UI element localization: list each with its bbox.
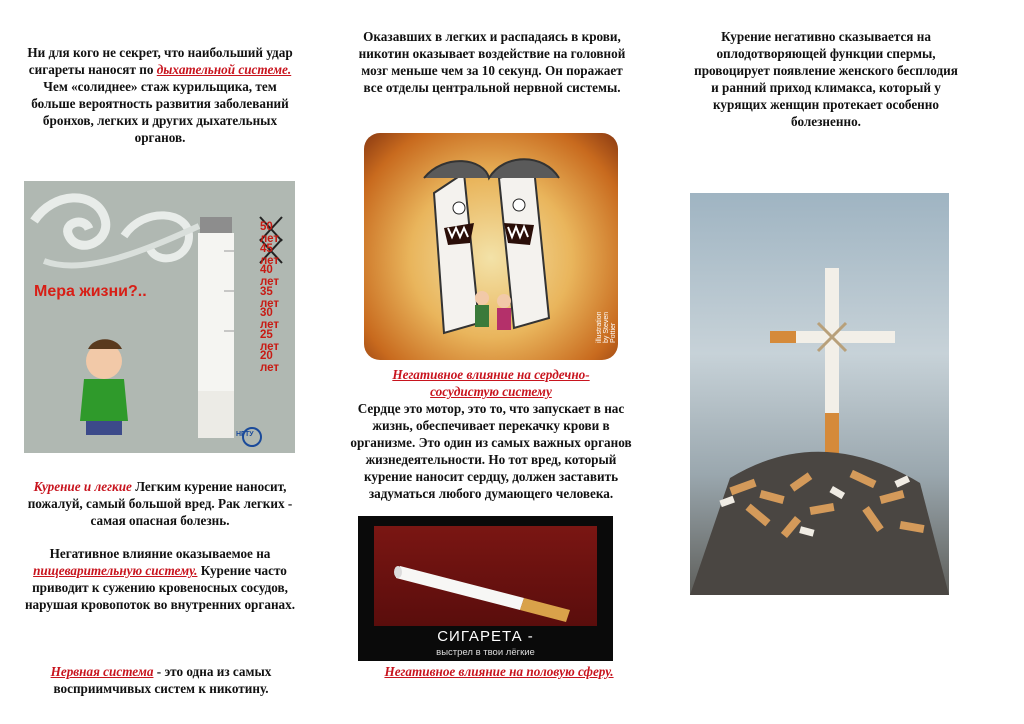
respiratory-system-link[interactable]: дыхательной системе.: [156, 62, 292, 77]
col1-paragraph-respiratory: [22, 44, 298, 146]
col1-p3-text-after: Курение часто приводит к сужению кровеносных сосудов, нарушая кровопоток во внутренних органах.: [24, 563, 296, 612]
tick-45: 45 лет: [260, 243, 280, 267]
lungs-link[interactable]: Курение и легкие: [33, 479, 132, 494]
col1-p1-text: Ни для кого не секрет, что наибольший удар сигареты наносят по: [27, 45, 293, 77]
tick-30: 30 лет: [260, 307, 280, 331]
cigarette-monster-icon: [364, 133, 618, 360]
col1-p1-text-after: Чем «солиднее» стаж курильщика, тем больше вероятность развития заболеваний бронхов, легких и других дыхательных органов.: [31, 79, 289, 145]
col1-paragraph-nervous: [28, 663, 294, 697]
cigarette-shot-poster: [358, 516, 613, 661]
tick-35: 35 лет: [260, 286, 280, 310]
col1-paragraph-lungs: [14, 478, 306, 529]
poster-cig-title: Мера жизни?..: [34, 283, 147, 300]
cardiovascular-heading-link[interactable]: Негативное влияние на сердечно-сосудистую систему: [392, 367, 590, 399]
col1-p2-text: Легким курение наносит, пожалуй, самый большой вред. Рак легких - самая опасная болезнь.: [27, 479, 293, 528]
tick-40: 40 лет: [260, 264, 280, 288]
col1-p4-text: - это одна из самых восприимчивых систем к никотину.: [53, 664, 272, 696]
university-logo: НГТУ: [236, 431, 254, 438]
tick-50: 50 лет: [260, 221, 280, 245]
illustration-credit: illustration by Steven Pottier: [596, 311, 617, 343]
poster-dark-background: [374, 526, 597, 626]
tick-20: 20 лет: [260, 350, 280, 374]
cigarette-cross-photo: [690, 193, 949, 595]
reproductive-heading-link[interactable]: Негативное влияние на половую сферу.: [384, 664, 614, 679]
poster-title: СИГАРЕТА -: [437, 628, 534, 645]
col1-paragraph-digestive: [14, 545, 306, 613]
cigarette-measure-poster: [24, 181, 295, 453]
col3-paragraph-reproduction: Курение негативно сказывается на оплодотворяющей функции спермы, провоцирует появление женского бесплодия и ранний приход климакса, который у курящих женщин протекает особенно болезненно.: [694, 29, 958, 129]
digestive-system-link[interactable]: пищеварительную систему.: [33, 563, 198, 578]
col2-paragraph-nicotine: Оказавших в легких и распадаясь в крови, никотин оказывает воздействие на головной мозг меньше чем за 10 секунд. Он поражает все отделы центральной нервной системы.: [358, 29, 626, 95]
tick-25: 25 лет: [260, 329, 280, 353]
col2-paragraph-heart: Сердце это мотор, это то, что запускает в нас жизнь, обеспечивает перекачку крови в организме. Это один из самых важных органов жизнедеятельности. Но тот вред, который курение наносит сердцу, должен заставить задуматься любого думающего человека.: [350, 401, 632, 501]
col1-p3-text: Негативное влияние оказываемое на: [49, 546, 271, 561]
cross-icon: [690, 193, 949, 595]
poster-subtitle: выстрел в твои лёгкие: [436, 647, 535, 658]
cigarette-monsters-illustration: [364, 133, 618, 360]
nervous-system-link[interactable]: Нервная система: [50, 664, 154, 679]
smoke-swirl-icon: [24, 181, 295, 453]
cigarette-icon: [374, 526, 597, 626]
